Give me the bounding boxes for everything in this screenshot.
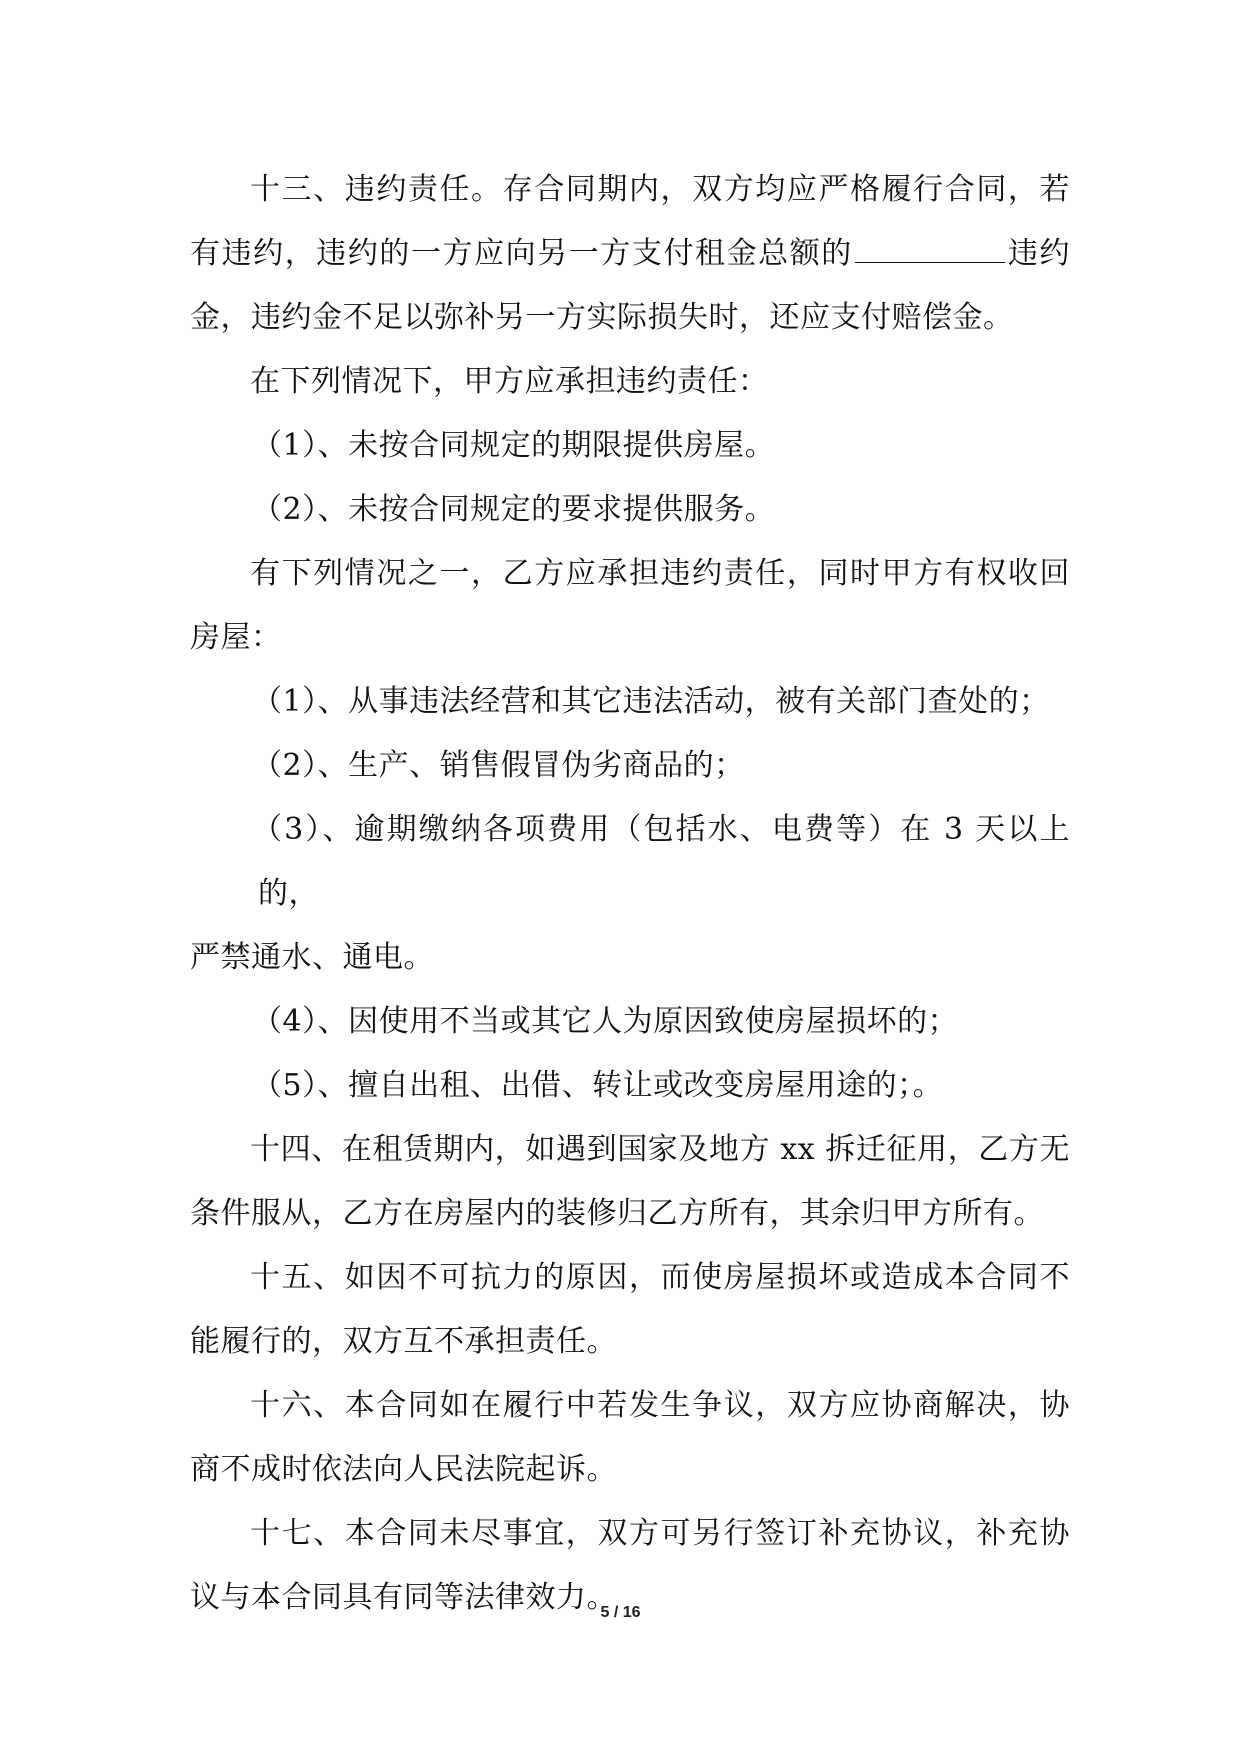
tenant-item-3-continuation: 严禁通水、通电。 [190,940,434,975]
tenant-item-5: （5）、擅自出租、出借、转让或改变房屋用途的；。 [252,1068,944,1103]
tenant-item-4: （4）、因使用不当或其它人为原因致使房屋损坏的； [252,1004,959,1039]
clause-14: 十四、在租赁期内，如遇到国家及地方 xx 拆迁征用，乙方无条件服从，乙方在房屋内的装修归乙方所有，其余归甲方所有。 [190,1132,1070,1231]
tenant-item-3: （3）、逾期缴纳各项费用（包括水、电费等）在 3 天以上的， [252,812,1070,911]
clause-13-text-a: 十三、违约责任。存合同期内，双方均应严格履行合同，若有违约，违约的一方应向另一方支付租金总额的 [190,172,1070,271]
clause-17: 十七、本合同未尽事宜，双方可另行签订补充协议，补充协议与本合同具有同等法律效力。 [190,1516,1070,1615]
clause-16: 十六、本合同如在履行中若发生争议，双方应协商解决，协商不成时依法向人民法院起诉。 [190,1388,1070,1487]
landlord-liability-intro: 在下列情况下，甲方应承担违约责任： [250,364,769,399]
tenant-liability-intro: 有下列情况之一，乙方应承担违约责任，同时甲方有权收回房屋： [190,556,1070,655]
clause-13-text-b: 违约金，违约金不足以弥补另一方实际损失时，还应支付赔偿金。 [190,236,1071,335]
clause-13 [190,158,1070,350]
penalty-rate-blank [855,238,1005,263]
landlord-item-1: （1）、未按合同规定的期限提供房屋。 [252,428,776,463]
page-number: 5 / 16 [600,1604,641,1621]
clause-15: 十五、如因不可抗力的原因，而使房屋损坏或造成本合同不能履行的，双方互不承担责任。 [190,1260,1070,1359]
tenant-item-2: （2）、生产、销售假冒伪劣商品的； [252,748,745,783]
landlord-item-2: （2）、未按合同规定的要求提供服务。 [252,492,776,527]
document-body [190,158,1070,1630]
tenant-item-1: （1）、从事违法经营和其它违法活动，被有关部门查处的； [252,684,1050,719]
